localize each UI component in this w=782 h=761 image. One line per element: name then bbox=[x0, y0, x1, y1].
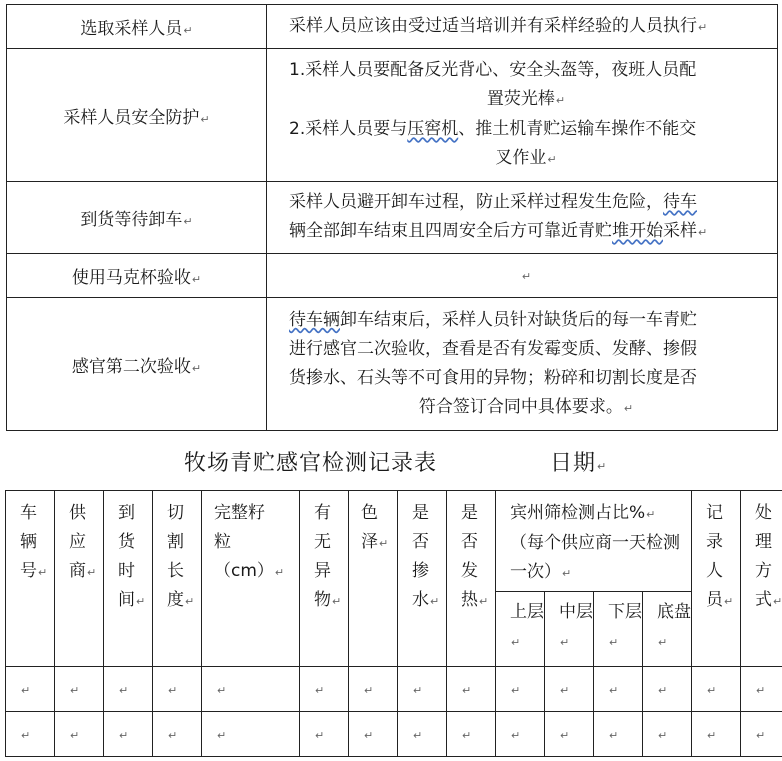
header-row bbox=[6, 491, 782, 592]
table-cell: ↵ bbox=[398, 667, 447, 712]
col-sieve-bottom: 底盘↵ bbox=[643, 592, 692, 667]
table-cell: ↵ bbox=[349, 712, 398, 757]
table-cell: ↵ bbox=[153, 712, 202, 757]
table-cell: ↵ bbox=[692, 712, 741, 757]
guideline-desc: ↵ bbox=[267, 254, 778, 298]
col-sieve-middle: 中层↵ bbox=[545, 592, 594, 667]
table-cell: ↵ bbox=[643, 712, 692, 757]
sampling-guidelines-table bbox=[6, 4, 778, 431]
table-cell: ↵ bbox=[153, 667, 202, 712]
inspection-record-table bbox=[5, 490, 782, 757]
table-cell: ↵ bbox=[692, 667, 741, 712]
table-cell: ↵ bbox=[202, 667, 300, 712]
col-sieve-lower: 下层↵ bbox=[594, 592, 643, 667]
guideline-desc: 待车辆卸车结束后，采样人员针对缺货后的每一车青贮 进行感官二次验收，查看是否有发霉变质、发酵、掺假 货掺水、石头等不可食用的异物；粉碎和切割长度是否 符合签订合同中具体要求。↵ bbox=[267, 298, 778, 431]
col-cut-length: 切 割 长 度↵ bbox=[153, 491, 202, 667]
table-cell: ↵ bbox=[741, 712, 782, 757]
table-cell: ↵ bbox=[349, 667, 398, 712]
col-vehicle-no: 车 辆 号↵ bbox=[6, 491, 55, 667]
date-label: 日期↵ bbox=[550, 451, 608, 476]
guideline-item: 使用马克杯验收↵ bbox=[7, 254, 267, 298]
table-cell: ↵ bbox=[496, 712, 545, 757]
table-cell: ↵ bbox=[55, 667, 104, 712]
col-water-added: 是 否 掺 水↵ bbox=[398, 491, 447, 667]
col-sieve-group: 宾州筛检测占比%↵ （每个供应商一天检测 一次）↵ bbox=[496, 491, 692, 592]
table-row bbox=[6, 667, 782, 712]
table-cell: ↵ bbox=[55, 712, 104, 757]
table-row bbox=[6, 712, 782, 757]
guideline-item: 到货等待卸车↵ bbox=[7, 182, 267, 254]
guideline-row bbox=[7, 298, 778, 431]
table-cell: ↵ bbox=[300, 667, 349, 712]
col-color: 色泽↵ bbox=[349, 491, 398, 667]
table-cell: ↵ bbox=[104, 712, 153, 757]
guideline-row bbox=[7, 49, 778, 182]
col-arrival-time: 到 货 时 间↵ bbox=[104, 491, 153, 667]
col-supplier: 供 应 商↵ bbox=[55, 491, 104, 667]
table-cell: ↵ bbox=[741, 667, 782, 712]
table-cell: ↵ bbox=[300, 712, 349, 757]
table-cell: ↵ bbox=[545, 712, 594, 757]
col-sieve-upper: 上层↵ bbox=[496, 592, 545, 667]
record-title: 牧场青贮感官检测记录表 bbox=[184, 451, 438, 476]
table-cell: ↵ bbox=[447, 667, 496, 712]
table-cell: ↵ bbox=[202, 712, 300, 757]
table-cell: ↵ bbox=[398, 712, 447, 757]
table-cell: ↵ bbox=[496, 667, 545, 712]
col-foreign-matter: 有 无 异 物↵ bbox=[300, 491, 349, 667]
table-cell: ↵ bbox=[6, 667, 55, 712]
col-heated: 是 否 发 热↵ bbox=[447, 491, 496, 667]
guideline-item: 采样人员安全防护↵ bbox=[7, 49, 267, 182]
table-cell: ↵ bbox=[6, 712, 55, 757]
guideline-desc: 1.采样人员要配备反光背心、安全头盔等，夜班人员配 置荧光棒↵ 2.采样人员要与压窖机、推土机青贮运输车操作不能交 叉作业↵ bbox=[267, 49, 778, 182]
col-handling: 处 理 方 式↵ bbox=[741, 491, 782, 667]
guideline-row bbox=[7, 5, 778, 49]
guideline-row bbox=[7, 182, 778, 254]
table-cell: ↵ bbox=[643, 667, 692, 712]
guideline-desc: 采样人员避开卸车过程，防止采样过程发生危险，待车 辆全部卸车结束且四周安全后方可靠近青贮堆开始采样↵ bbox=[267, 182, 778, 254]
guideline-item: 感官第二次验收↵ bbox=[7, 298, 267, 431]
table-cell: ↵ bbox=[545, 667, 594, 712]
table-cell: ↵ bbox=[594, 712, 643, 757]
guideline-item: 选取采样人员↵ bbox=[7, 5, 267, 49]
guideline-desc: 采样人员应该由受过适当培训并有采样经验的人员执行↵ bbox=[267, 5, 778, 49]
table-cell: ↵ bbox=[104, 667, 153, 712]
col-intact-grain: 完整籽 粒 （cm）↵ bbox=[202, 491, 300, 667]
record-heading bbox=[0, 444, 782, 478]
table-cell: ↵ bbox=[594, 667, 643, 712]
table-cell: ↵ bbox=[447, 712, 496, 757]
guideline-row bbox=[7, 254, 778, 298]
col-recorder: 记 录 人 员↵ bbox=[692, 491, 741, 667]
